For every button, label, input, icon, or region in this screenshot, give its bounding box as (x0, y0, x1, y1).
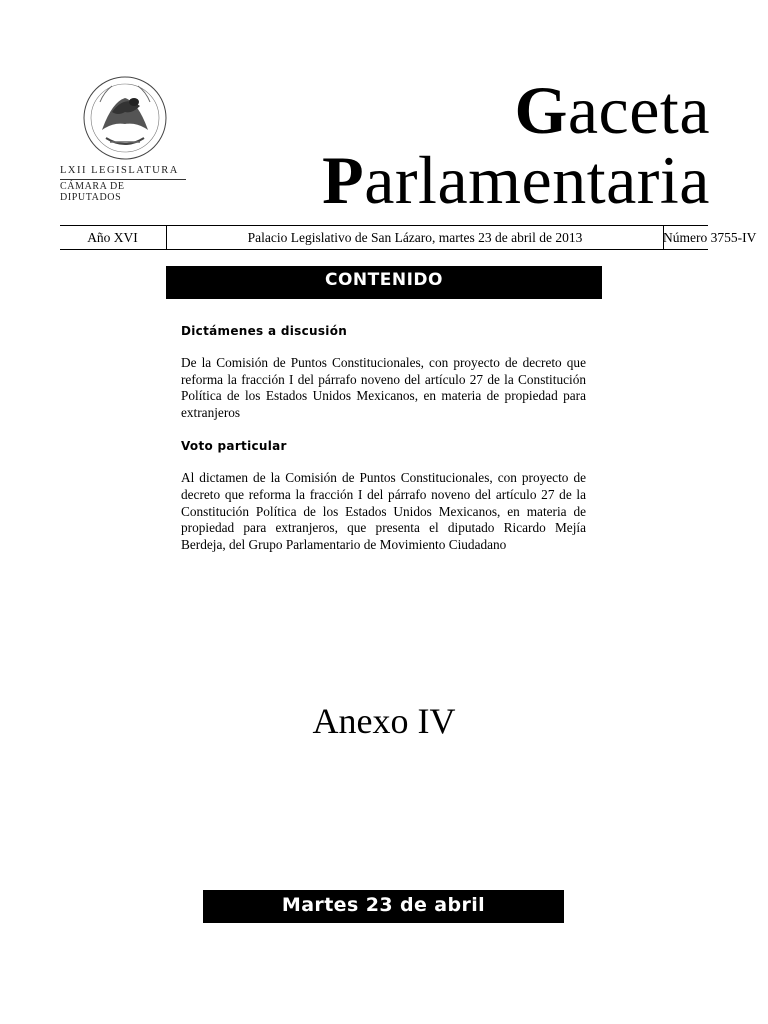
section-text: Al dictamen de la Comisión de Puntos Constitucionales, con proyecto de decreto que reforma la fracción I del párrafo noveno del artículo 27 de la Constitución Política de los Estados Unidos Mexicanos, en materia de propiedad para extranjeros, que presenta el diputado Ricardo Mejía Berdeja, del Grupo Parlamentario de Movimiento Ciudadano (181, 470, 586, 552)
legislature-seal (60, 72, 188, 203)
section-text: De la Comisión de Puntos Constitucionales, con proyecto de decreto que reforma la fracción I del párrafo noveno del artículo 27 de la Constitución Política de los Estados Unidos Mexicanos, en materia de propiedad para extranjeros (181, 355, 586, 420)
issue-number: Número 3755-IV (663, 230, 757, 245)
title-initial-p: P (322, 142, 365, 218)
title-line-2 (322, 142, 710, 218)
annex-title: Anexo IV (312, 701, 456, 741)
issue-year: Año XVI (87, 230, 138, 245)
contents-banner: CONTENIDO (166, 266, 602, 299)
title-initial-g: G (514, 72, 568, 148)
legislature-name: LXII LEGISLATURA (60, 165, 179, 176)
seal-divider (60, 179, 186, 180)
date-banner: Martes 23 de abril (203, 890, 564, 923)
title-rest-2: arlamentaria (364, 142, 710, 218)
gazette-title (322, 72, 710, 218)
section-heading: Dictámenes a discusión (181, 324, 348, 338)
contents-list (181, 324, 586, 571)
eagle-seal-icon (82, 72, 168, 164)
issue-place-date: Palacio Legislativo de San Lázaro, martes 23 de abril de 2013 (166, 226, 664, 249)
issue-info-bar (60, 225, 757, 250)
chamber-name: CÁMARA DE DIPUTADOS (60, 181, 125, 203)
section-heading: Voto particular (181, 439, 287, 454)
title-line-1 (322, 72, 710, 148)
title-rest-1: aceta (567, 72, 710, 148)
